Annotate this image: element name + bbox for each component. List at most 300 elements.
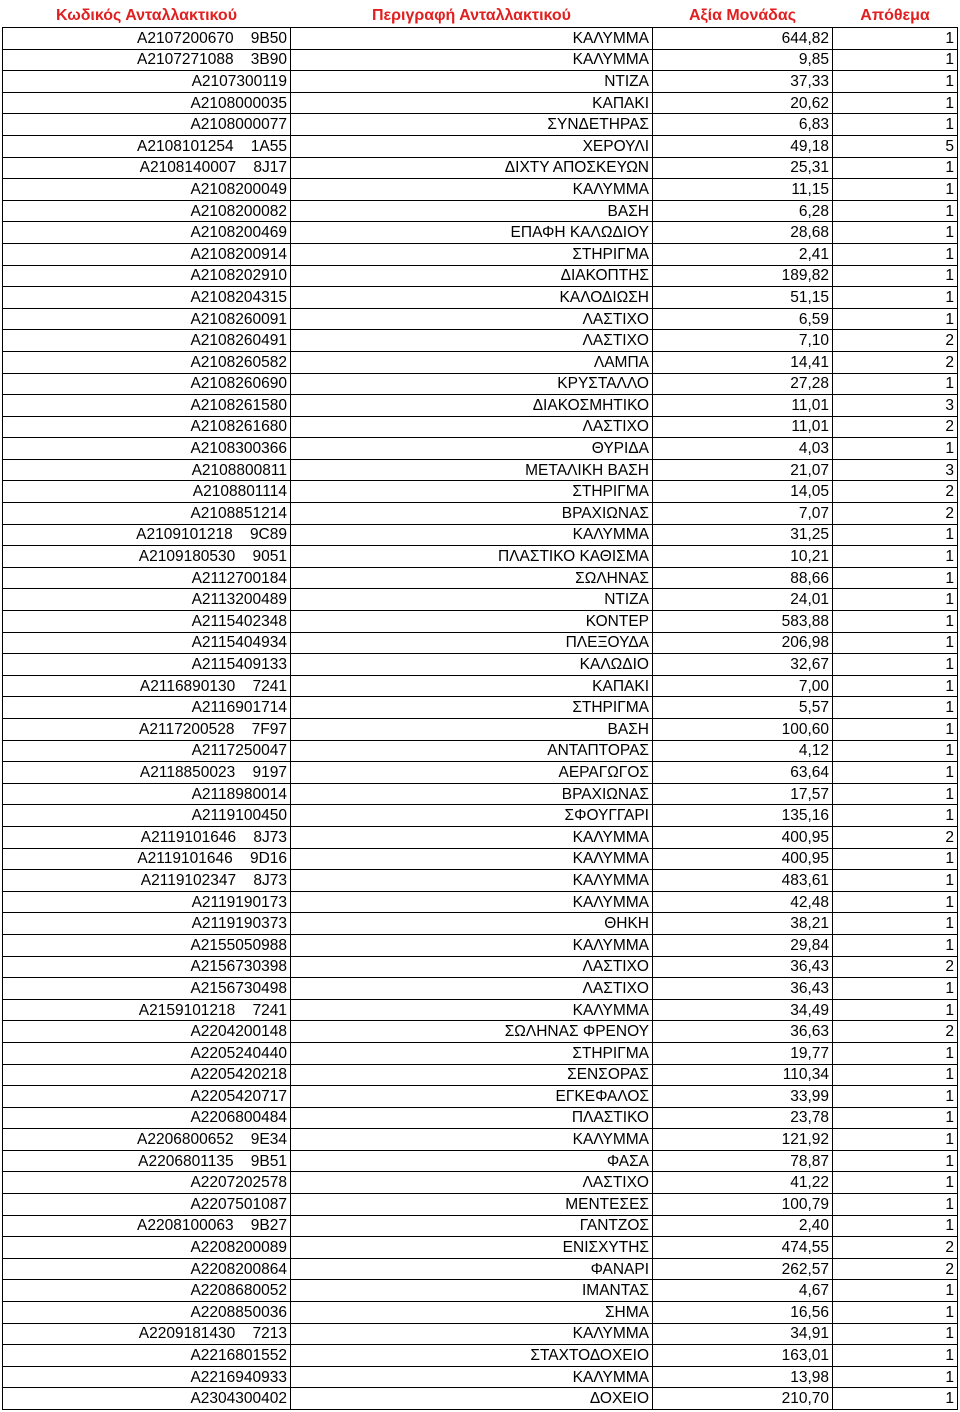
part-code: A2109180530 9051 xyxy=(3,546,291,568)
part-code: A2216940933 xyxy=(3,1366,291,1388)
part-code: A2108261680 xyxy=(3,416,291,438)
stock-quantity: 1 xyxy=(833,697,958,719)
part-description: ΛΑΣΤΙΧΟ xyxy=(291,1172,653,1194)
part-description: ΙΜΑΝΤΑΣ xyxy=(291,1280,653,1302)
part-description: ΣΥΝΔΕΤΗΡΑΣ xyxy=(291,114,653,136)
part-code: A2107200670 9B50 xyxy=(3,28,291,50)
stock-quantity: 1 xyxy=(833,1172,958,1194)
table-row xyxy=(3,1107,958,1129)
part-code: A2206800652 9E34 xyxy=(3,1129,291,1151)
stock-quantity: 1 xyxy=(833,157,958,179)
stock-quantity: 2 xyxy=(833,481,958,503)
table-row xyxy=(3,891,958,913)
part-code: A2108200082 xyxy=(3,200,291,222)
parts-table-body xyxy=(3,28,958,1410)
stock-quantity: 1 xyxy=(833,999,958,1021)
table-row xyxy=(3,157,958,179)
stock-quantity: 1 xyxy=(833,675,958,697)
table-row xyxy=(3,222,958,244)
unit-price: 7,10 xyxy=(653,330,833,352)
part-description: ΚΑΛΥΜΜΑ xyxy=(291,934,653,956)
table-row xyxy=(3,287,958,309)
table-row xyxy=(3,1021,958,1043)
stock-quantity: 1 xyxy=(833,611,958,633)
stock-quantity: 2 xyxy=(833,330,958,352)
unit-price: 9,85 xyxy=(653,49,833,71)
stock-quantity: 2 xyxy=(833,351,958,373)
unit-price: 19,77 xyxy=(653,1042,833,1064)
stock-quantity: 1 xyxy=(833,92,958,114)
table-row xyxy=(3,1129,958,1151)
stock-quantity: 1 xyxy=(833,1194,958,1216)
part-description: ΚΑΛΟΔΙΩΣΗ xyxy=(291,287,653,309)
stock-quantity: 1 xyxy=(833,654,958,676)
unit-price: 17,57 xyxy=(653,783,833,805)
part-description: ΛΑΣΤΙΧΟ xyxy=(291,956,653,978)
part-description: ΚΑΛΥΜΜΑ xyxy=(291,1129,653,1151)
table-row xyxy=(3,28,958,50)
stock-quantity: 1 xyxy=(833,287,958,309)
table-row xyxy=(3,438,958,460)
part-description: ΚΑΠΑΚΙ xyxy=(291,675,653,697)
part-code: A2119100450 xyxy=(3,805,291,827)
unit-price: 400,95 xyxy=(653,826,833,848)
part-description: ΚΡΥΣΤΑΛΛΟ xyxy=(291,373,653,395)
unit-price: 20,62 xyxy=(653,92,833,114)
part-code: A2156730498 xyxy=(3,978,291,1000)
part-code: A2113200489 xyxy=(3,589,291,611)
part-description: ΔΙΑΚΟΠΤΗΣ xyxy=(291,265,653,287)
unit-price: 36,63 xyxy=(653,1021,833,1043)
unit-price: 10,21 xyxy=(653,546,833,568)
part-code: A2108260582 xyxy=(3,351,291,373)
part-description: ΚΑΛΩΔΙΟ xyxy=(291,654,653,676)
stock-quantity: 1 xyxy=(833,934,958,956)
table-row xyxy=(3,632,958,654)
unit-price: 644,82 xyxy=(653,28,833,50)
unit-price: 41,22 xyxy=(653,1172,833,1194)
part-description: ΣΤΗΡΙΓΜΑ xyxy=(291,1042,653,1064)
stock-quantity: 1 xyxy=(833,891,958,913)
part-description: ΛΑΣΤΙΧΟ xyxy=(291,330,653,352)
part-code: A2117200528 7F97 xyxy=(3,719,291,741)
part-code: A2207202578 xyxy=(3,1172,291,1194)
part-code: A2117250047 xyxy=(3,740,291,762)
stock-quantity: 1 xyxy=(833,28,958,50)
part-code: A2108261580 xyxy=(3,395,291,417)
stock-quantity: 1 xyxy=(833,1366,958,1388)
unit-price: 210,70 xyxy=(653,1388,833,1410)
unit-price: 14,41 xyxy=(653,351,833,373)
table-row xyxy=(3,1086,958,1108)
unit-price: 49,18 xyxy=(653,135,833,157)
table-row xyxy=(3,49,958,71)
stock-quantity: 1 xyxy=(833,978,958,1000)
part-description: ΦΑΣΑ xyxy=(291,1150,653,1172)
part-description: ΣΩΛΗΝΑΣ xyxy=(291,567,653,589)
unit-price: 483,61 xyxy=(653,870,833,892)
table-row xyxy=(3,71,958,93)
unit-price: 51,15 xyxy=(653,287,833,309)
table-row xyxy=(3,956,958,978)
unit-price: 36,43 xyxy=(653,978,833,1000)
part-code: A2108300366 xyxy=(3,438,291,460)
unit-price: 583,88 xyxy=(653,611,833,633)
part-code: A2206800484 xyxy=(3,1107,291,1129)
table-row xyxy=(3,1388,958,1410)
part-description: ΠΛΑΣΤΙΚΟ xyxy=(291,1107,653,1129)
stock-quantity: 1 xyxy=(833,762,958,784)
header-unit-price: Αξία Μονάδας xyxy=(688,6,797,24)
part-code: A2209181430 7213 xyxy=(3,1323,291,1345)
unit-price: 11,01 xyxy=(653,416,833,438)
part-description: ΜΕΝΤΕΣΕΣ xyxy=(291,1194,653,1216)
table-row xyxy=(3,805,958,827)
unit-price: 474,55 xyxy=(653,1237,833,1259)
part-description: ΕΓΚΕΦΑΛΟΣ xyxy=(291,1086,653,1108)
part-code: A2108801114 xyxy=(3,481,291,503)
unit-price: 32,67 xyxy=(653,654,833,676)
part-description: ΚΑΛΥΜΜΑ xyxy=(291,891,653,913)
part-description: ΣΤΗΡΙΓΜΑ xyxy=(291,697,653,719)
part-code: A2205240440 xyxy=(3,1042,291,1064)
unit-price: 36,43 xyxy=(653,956,833,978)
stock-quantity: 1 xyxy=(833,913,958,935)
part-description: ΛΑΣΤΙΧΟ xyxy=(291,416,653,438)
unit-price: 5,57 xyxy=(653,697,833,719)
unit-price: 11,15 xyxy=(653,179,833,201)
table-row xyxy=(3,524,958,546)
table-row xyxy=(3,1172,958,1194)
table-row xyxy=(3,1258,958,1280)
part-description: ΣΦΟΥΓΓΑΡΙ xyxy=(291,805,653,827)
table-row xyxy=(3,1042,958,1064)
part-code: A2112700184 xyxy=(3,567,291,589)
unit-price: 27,28 xyxy=(653,373,833,395)
stock-quantity: 1 xyxy=(833,719,958,741)
table-row xyxy=(3,265,958,287)
table-row xyxy=(3,179,958,201)
part-code: A2108000077 xyxy=(3,114,291,136)
stock-quantity: 1 xyxy=(833,740,958,762)
part-description: ΚΑΛΥΜΜΑ xyxy=(291,28,653,50)
part-code: A2304300402 xyxy=(3,1388,291,1410)
part-description: ΣΤΗΡΙΓΜΑ xyxy=(291,243,653,265)
stock-quantity: 1 xyxy=(833,1086,958,1108)
stock-quantity: 1 xyxy=(833,179,958,201)
unit-price: 16,56 xyxy=(653,1302,833,1324)
table-row xyxy=(3,1237,958,1259)
part-code: A2119190173 xyxy=(3,891,291,913)
stock-quantity: 1 xyxy=(833,848,958,870)
part-code: A2108204315 xyxy=(3,287,291,309)
stock-quantity: 1 xyxy=(833,1302,958,1324)
stock-quantity: 1 xyxy=(833,1064,958,1086)
unit-price: 163,01 xyxy=(653,1345,833,1367)
table-row xyxy=(3,1345,958,1367)
part-code: A2108101254 1A55 xyxy=(3,135,291,157)
unit-price: 189,82 xyxy=(653,265,833,287)
stock-quantity: 2 xyxy=(833,1021,958,1043)
table-row xyxy=(3,200,958,222)
table-row xyxy=(3,243,958,265)
unit-price: 2,41 xyxy=(653,243,833,265)
unit-price: 100,60 xyxy=(653,719,833,741)
part-code: A2108851214 xyxy=(3,503,291,525)
table-row xyxy=(3,913,958,935)
unit-price: 2,40 xyxy=(653,1215,833,1237)
unit-price: 42,48 xyxy=(653,891,833,913)
table-row xyxy=(3,697,958,719)
unit-price: 6,83 xyxy=(653,114,833,136)
stock-quantity: 1 xyxy=(833,805,958,827)
table-row xyxy=(3,1150,958,1172)
table-row xyxy=(3,567,958,589)
header-code: Κωδικός Ανταλλακτικού xyxy=(56,6,237,24)
stock-quantity: 2 xyxy=(833,1258,958,1280)
stock-quantity: 1 xyxy=(833,632,958,654)
stock-quantity: 1 xyxy=(833,373,958,395)
unit-price: 38,21 xyxy=(653,913,833,935)
unit-price: 34,49 xyxy=(653,999,833,1021)
table-row xyxy=(3,1366,958,1388)
unit-price: 63,64 xyxy=(653,762,833,784)
table-row xyxy=(3,848,958,870)
part-code: A2115402348 xyxy=(3,611,291,633)
unit-price: 262,57 xyxy=(653,1258,833,1280)
parts-table xyxy=(2,4,958,1410)
unit-price: 34,91 xyxy=(653,1323,833,1345)
part-code: A2208100063 9B27 xyxy=(3,1215,291,1237)
table-row xyxy=(3,135,958,157)
unit-price: 24,01 xyxy=(653,589,833,611)
unit-price: 23,78 xyxy=(653,1107,833,1129)
stock-quantity: 1 xyxy=(833,200,958,222)
unit-price: 6,28 xyxy=(653,200,833,222)
unit-price: 21,07 xyxy=(653,459,833,481)
part-description: ΧΕΡΟΥΛΙ xyxy=(291,135,653,157)
part-code: A2108200914 xyxy=(3,243,291,265)
table-row xyxy=(3,351,958,373)
unit-price: 6,59 xyxy=(653,308,833,330)
stock-quantity: 1 xyxy=(833,49,958,71)
stock-quantity: 1 xyxy=(833,222,958,244)
unit-price: 31,25 xyxy=(653,524,833,546)
part-description: ΑΕΡΑΓΩΓΟΣ xyxy=(291,762,653,784)
part-code: A2208680052 xyxy=(3,1280,291,1302)
part-description: ΛΑΣΤΙΧΟ xyxy=(291,308,653,330)
table-row xyxy=(3,783,958,805)
unit-price: 37,33 xyxy=(653,71,833,93)
unit-price: 29,84 xyxy=(653,934,833,956)
table-row xyxy=(3,1323,958,1345)
part-code: A2115409133 xyxy=(3,654,291,676)
stock-quantity: 2 xyxy=(833,956,958,978)
stock-quantity: 1 xyxy=(833,870,958,892)
stock-quantity: 1 xyxy=(833,589,958,611)
part-code: A2108260091 xyxy=(3,308,291,330)
stock-quantity: 2 xyxy=(833,416,958,438)
unit-price: 206,98 xyxy=(653,632,833,654)
part-description: ΕΠΑΦΗ ΚΑΛΩΔΙΟΥ xyxy=(291,222,653,244)
unit-price: 33,99 xyxy=(653,1086,833,1108)
table-row xyxy=(3,589,958,611)
part-code: A2108800811 xyxy=(3,459,291,481)
stock-quantity: 1 xyxy=(833,1280,958,1302)
table-row xyxy=(3,330,958,352)
table-row xyxy=(3,416,958,438)
header-description: Περιγραφή Ανταλλακτικού xyxy=(371,6,571,24)
table-row xyxy=(3,1302,958,1324)
part-description: ΚΑΛΥΜΜΑ xyxy=(291,179,653,201)
part-code: A2108140007 8J17 xyxy=(3,157,291,179)
unit-price: 135,16 xyxy=(653,805,833,827)
stock-quantity: 1 xyxy=(833,1345,958,1367)
stock-quantity: 1 xyxy=(833,1150,958,1172)
unit-price: 121,92 xyxy=(653,1129,833,1151)
part-code: A2205420218 xyxy=(3,1064,291,1086)
table-row xyxy=(3,308,958,330)
table-row xyxy=(3,762,958,784)
stock-quantity: 1 xyxy=(833,438,958,460)
part-code: A2119101646 8J73 xyxy=(3,826,291,848)
stock-quantity: 2 xyxy=(833,1237,958,1259)
unit-price: 25,31 xyxy=(653,157,833,179)
unit-price: 13,98 xyxy=(653,1366,833,1388)
part-description: ΜΕΤΑΛΙΚΗ ΒΑΣΗ xyxy=(291,459,653,481)
stock-quantity: 1 xyxy=(833,308,958,330)
part-description: ΝΤΙΖΑ xyxy=(291,71,653,93)
part-description: ΚΑΛΥΜΜΑ xyxy=(291,524,653,546)
part-description: ΣΗΜΑ xyxy=(291,1302,653,1324)
part-description: ΣΩΛΗΝΑΣ ΦΡΕΝΟΥ xyxy=(291,1021,653,1043)
part-description: ΚΑΛΥΜΜΑ xyxy=(291,49,653,71)
table-row xyxy=(3,114,958,136)
unit-price: 14,05 xyxy=(653,481,833,503)
stock-quantity: 1 xyxy=(833,783,958,805)
table-row xyxy=(3,999,958,1021)
part-description: ΒΡΑΧΙΩΝΑΣ xyxy=(291,783,653,805)
header-row xyxy=(3,4,958,28)
part-description: ΚΑΛΥΜΜΑ xyxy=(291,870,653,892)
table-row xyxy=(3,870,958,892)
part-code: A2204200148 xyxy=(3,1021,291,1043)
part-description: ΝΤΙΖΑ xyxy=(291,589,653,611)
stock-quantity: 1 xyxy=(833,1129,958,1151)
stock-quantity: 3 xyxy=(833,395,958,417)
table-row xyxy=(3,1215,958,1237)
part-description: ΚΑΛΥΜΜΑ xyxy=(291,999,653,1021)
part-code: A2208200864 xyxy=(3,1258,291,1280)
stock-quantity: 5 xyxy=(833,135,958,157)
part-code: A2119101646 9D16 xyxy=(3,848,291,870)
part-description: ΓΑΝΤΖΟΣ xyxy=(291,1215,653,1237)
part-description: ΦΑΝΑΡΙ xyxy=(291,1258,653,1280)
table-row xyxy=(3,1064,958,1086)
unit-price: 28,68 xyxy=(653,222,833,244)
stock-quantity: 2 xyxy=(833,503,958,525)
part-description: ΚΑΛΥΜΜΑ xyxy=(291,1366,653,1388)
part-code: A2216801552 xyxy=(3,1345,291,1367)
part-description: ΔΙΑΚΟΣΜΗΤΙΚΟ xyxy=(291,395,653,417)
table-row xyxy=(3,503,958,525)
table-row xyxy=(3,395,958,417)
part-description: ΘΗΚΗ xyxy=(291,913,653,935)
part-code: A2108200469 xyxy=(3,222,291,244)
part-code: A2107300119 xyxy=(3,71,291,93)
unit-price: 78,87 xyxy=(653,1150,833,1172)
unit-price: 7,00 xyxy=(653,675,833,697)
table-row xyxy=(3,675,958,697)
part-description: ΕΝΙΣΧΥΤΗΣ xyxy=(291,1237,653,1259)
unit-price: 110,34 xyxy=(653,1064,833,1086)
part-code: A2156730398 xyxy=(3,956,291,978)
table-row xyxy=(3,978,958,1000)
part-code: A2119190373 xyxy=(3,913,291,935)
table-row xyxy=(3,1194,958,1216)
part-description: ΣΕΝΣΟΡΑΣ xyxy=(291,1064,653,1086)
part-code: A2108260491 xyxy=(3,330,291,352)
stock-quantity: 2 xyxy=(833,826,958,848)
stock-quantity: 1 xyxy=(833,546,958,568)
table-row xyxy=(3,481,958,503)
part-description: ΑΝΤΑΠΤΟΡΑΣ xyxy=(291,740,653,762)
part-description: ΚΑΛΥΜΜΑ xyxy=(291,826,653,848)
unit-price: 4,03 xyxy=(653,438,833,460)
part-code: A2119102347 8J73 xyxy=(3,870,291,892)
stock-quantity: 1 xyxy=(833,524,958,546)
unit-price: 7,07 xyxy=(653,503,833,525)
table-row xyxy=(3,546,958,568)
part-description: ΘΥΡΙΔΑ xyxy=(291,438,653,460)
table-row xyxy=(3,373,958,395)
part-description: ΚΑΠΑΚΙ xyxy=(291,92,653,114)
part-code: A2206801135 9B51 xyxy=(3,1150,291,1172)
part-code: A2118850023 9197 xyxy=(3,762,291,784)
part-code: A2208850036 xyxy=(3,1302,291,1324)
part-code: A2116901714 xyxy=(3,697,291,719)
part-code: A2208200089 xyxy=(3,1237,291,1259)
part-description: ΒΡΑΧΙΩΝΑΣ xyxy=(291,503,653,525)
header-stock: Απόθεμα xyxy=(860,6,930,24)
stock-quantity: 3 xyxy=(833,459,958,481)
table-row xyxy=(3,459,958,481)
part-description: ΒΑΣΗ xyxy=(291,200,653,222)
unit-price: 11,01 xyxy=(653,395,833,417)
unit-price: 4,12 xyxy=(653,740,833,762)
table-row xyxy=(3,654,958,676)
unit-price: 400,95 xyxy=(653,848,833,870)
stock-quantity: 1 xyxy=(833,1215,958,1237)
part-description: ΔΙΧΤΥ ΑΠΟΣΚΕΥΩΝ xyxy=(291,157,653,179)
table-row xyxy=(3,826,958,848)
part-code: A2108260690 xyxy=(3,373,291,395)
stock-quantity: 1 xyxy=(833,1042,958,1064)
table-row xyxy=(3,92,958,114)
part-description: ΔΟΧΕΙΟ xyxy=(291,1388,653,1410)
part-description: ΚΑΛΥΜΜΑ xyxy=(291,1323,653,1345)
part-description: ΠΛΑΣΤΙΚΟ ΚΑΘΙΣΜΑ xyxy=(291,546,653,568)
table-row xyxy=(3,1280,958,1302)
stock-quantity: 1 xyxy=(833,243,958,265)
unit-price: 4,67 xyxy=(653,1280,833,1302)
table-row xyxy=(3,934,958,956)
table-row xyxy=(3,611,958,633)
part-code: A2207501087 xyxy=(3,1194,291,1216)
stock-quantity: 1 xyxy=(833,1107,958,1129)
stock-quantity: 1 xyxy=(833,114,958,136)
part-code: A2107271088 3B90 xyxy=(3,49,291,71)
